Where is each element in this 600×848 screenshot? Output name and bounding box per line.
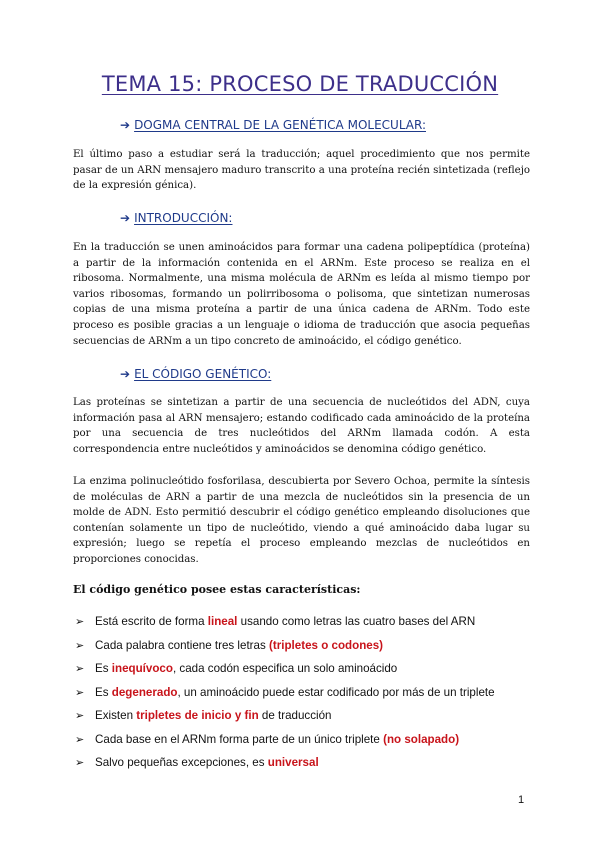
list-item: ➢ Existen tripletes de inicio y fin de traducción [75, 709, 332, 722]
section-label: INTRODUCCIÓN: [134, 211, 233, 225]
arrowhead-bullet-icon: ➢ [75, 639, 85, 652]
arrowhead-bullet-icon: ➢ [75, 663, 85, 675]
arrow-right-icon: ➔ [120, 367, 131, 381]
arrowhead-bullet-icon: ➢ [75, 757, 85, 769]
characteristics-heading: El código genético posee estas características: [73, 583, 361, 596]
paragraph-codigo-genetico: Las proteínas se sintetizan a partir de una secuencia de nucleótidos del ADN, cuya información pasa al ARN mensajero; estando codificado cada aminoácido de la proteína por una secuencia de tres nucleótidos del ARNm llamada codón. A esta correspondencia entre nucleótidos y aminoácidos se denomina código genético. [73, 397, 530, 455]
list-item: ➢ Cada palabra contiene tres letras (tripletes o codones) [75, 638, 384, 652]
list-item: ➢ Está escrito de forma lineal usando como letras las cuatro bases del ARN [75, 615, 476, 628]
section-heading-introduccion [120, 211, 232, 225]
arrowhead-bullet-icon: ➢ [75, 710, 85, 722]
page-title: TEMA 15: PROCESO DE TRADUCCIÓN [101, 72, 499, 96]
section-label: EL CÓDIGO GENÉTICO: [134, 367, 272, 381]
section-heading-dogma [120, 118, 426, 132]
arrowhead-bullet-icon: ➢ [75, 686, 85, 699]
list-item: ➢ Salvo pequeñas excepciones, es universal [75, 756, 319, 769]
arrowhead-bullet-icon: ➢ [75, 616, 85, 628]
arrow-right-icon: ➔ [120, 211, 131, 225]
page-number: 1 [518, 794, 525, 806]
section-heading-codigo-genetico [120, 367, 271, 381]
section-label: DOGMA CENTRAL DE LA GENÉTICA MOLECULAR: [134, 118, 426, 132]
list-item: ➢ Es degenerado, un aminoácido puede estar codificado por más de un triplete [75, 685, 495, 699]
paragraph-ochoa: La enzima polinucleótido fosforilasa, descubierta por Severo Ochoa, permite la síntesis de moléculas de ARN a partir de una mezcla de nucleótidos sin la presencia de un molde de ADN. Esto permitió descubrir el código genético empleando disoluciones que contenían solamente un tipo de nucleótido, viendo a qué aminoácido daba lugar su expresión; luego se repetía el proceso empleando mezclas de nucleótidos en proporciones conocidas. [73, 476, 530, 565]
arrowhead-bullet-icon: ➢ [75, 733, 85, 746]
arrow-right-icon: ➔ [120, 118, 131, 132]
list-item: ➢ Es inequívoco, cada codón especifica un solo aminoácido [75, 662, 398, 675]
paragraph-dogma: El último paso a estudiar será la traducción; aquel procedimiento que nos permite pasar de un ARN mensajero maduro transcrito a una proteína recién sintetizada (reflejo de la expresión génica). [73, 149, 530, 192]
characteristics-list [73, 614, 543, 779]
paragraph-introduccion: En la traducción se unen aminoácidos para formar una cadena polipeptídica (proteína) a partir de la información contenida en el ARNm. Este proceso se realiza en el ribosoma. Normalmente, una misma molécula de ARNm es leída al mismo tiempo por varios ribosomas, formando un polirribosoma o polisoma, que sintetizan numerosas copias de una misma proteína a partir de una única cadena de ARNm. Todo este proceso es posible gracias a un lenguaje o idioma de traducción que asocia pequeñas secuencias de ARNm a un tipo concreto de aminoácido, el código genético. [73, 242, 530, 347]
list-item: ➢ Cada base en el ARNm forma parte de un único triplete (no solapado) [75, 732, 460, 746]
